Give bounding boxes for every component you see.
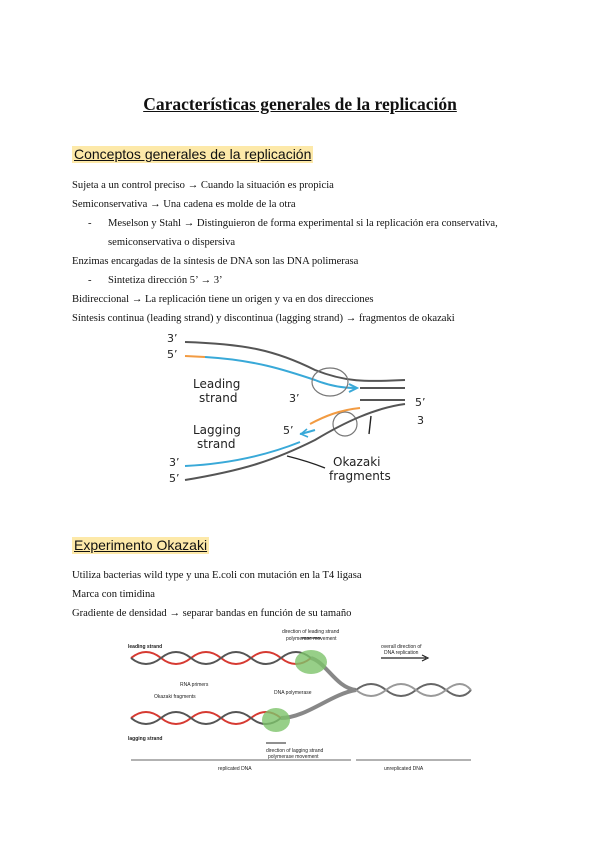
okazaki-diagram <box>126 628 476 778</box>
text-line: Sintetiza dirección 5’ → 3’ <box>108 275 223 286</box>
label-replicated: replicated DNA <box>218 766 252 772</box>
label-okazaki-1: Okazaki <box>333 455 381 469</box>
leading-polymerase <box>295 650 327 674</box>
label-top-3: 3’ <box>167 332 178 345</box>
helicase-sketch <box>312 368 348 396</box>
label-leading-strand: leading strand <box>128 644 163 650</box>
label-bottom-5: 5’ <box>169 472 180 485</box>
label-lagging-2: strand <box>197 437 236 451</box>
text-line: Meselson y Stahl → Distinguieron de forma experimental si la replicación era conservativa, <box>108 218 498 229</box>
text-line: Enzimas encargadas de la síntesis de DNA son las DNA polimerasa <box>72 256 359 267</box>
label-mid-5: 5’ <box>283 424 294 437</box>
label-right-5: 5’ <box>415 396 426 409</box>
label-lagging-1: Lagging <box>193 423 241 437</box>
parental-strand-top <box>185 342 405 381</box>
text-line: Sujeta a un control preciso → Cuando la situación es propicia <box>72 180 334 191</box>
text-line: Marca con timidina <box>72 589 155 600</box>
text-line: Semiconservativa → Una cadena es molde de la otra <box>72 199 296 210</box>
text-line: Síntesis continua (leading strand) y discontinua (lagging strand) → fragmentos de okazaki <box>72 313 455 324</box>
text-line: semiconservativa o dispersiva <box>108 237 236 248</box>
label-right-3: 3 <box>417 414 424 427</box>
label-mid-3: 3’ <box>289 392 300 405</box>
lagging-polymerase <box>262 708 290 732</box>
section-heading-conceptos: Conceptos generales de la replicación <box>74 146 312 162</box>
label-dir-lagging-2: polymerase movement <box>268 754 319 760</box>
okazaki-pointer <box>287 456 325 468</box>
page-title: Características generales de la replicación <box>143 94 457 114</box>
label-overall-1: overall direction of <box>381 644 422 650</box>
text-line: Bidireccional → La replicación tiene un origen y va en dos direcciones <box>72 294 374 305</box>
text-line: Utiliza bacterias wild type y una E.coli con mutación en la T4 ligasa <box>72 570 362 581</box>
okazaki-pointer-up <box>369 416 371 434</box>
lagging-primer <box>310 408 360 424</box>
replication-fork-figure <box>165 330 450 490</box>
label-dir-lagging-1: direction of lagging strand <box>266 748 324 754</box>
label-unreplicated: unreplicated DNA <box>384 766 424 772</box>
bullet-marker: - <box>88 218 92 229</box>
label-leading-1: Leading <box>193 377 241 391</box>
label-bottom-3: 3’ <box>169 456 180 469</box>
label-leading-2: strand <box>199 391 238 405</box>
label-rna-primers: RNA primers <box>180 682 209 688</box>
label-lagging-strand: lagging strand <box>128 736 163 742</box>
leading-primer <box>185 356 205 357</box>
label-dna-polymerase: DNA polymerase <box>274 690 312 696</box>
label-dir-leading-1: direction of leading strand <box>282 629 340 635</box>
section-heading-okazaki: Experimento Okazaki <box>74 537 208 553</box>
leading-helix-grey <box>131 652 311 664</box>
label-okazaki-2: fragments <box>329 469 391 483</box>
label-overall-2: DNA replication <box>384 650 419 656</box>
label-dir-leading-2: polymerase movement <box>286 636 337 642</box>
bullet-marker: - <box>88 275 92 286</box>
label-top-5: 5’ <box>167 348 178 361</box>
text-line: Gradiente de densidad → separar bandas en función de su tamaño <box>72 608 352 619</box>
label-okazaki-fragments: Okazaki fragments <box>154 694 196 700</box>
